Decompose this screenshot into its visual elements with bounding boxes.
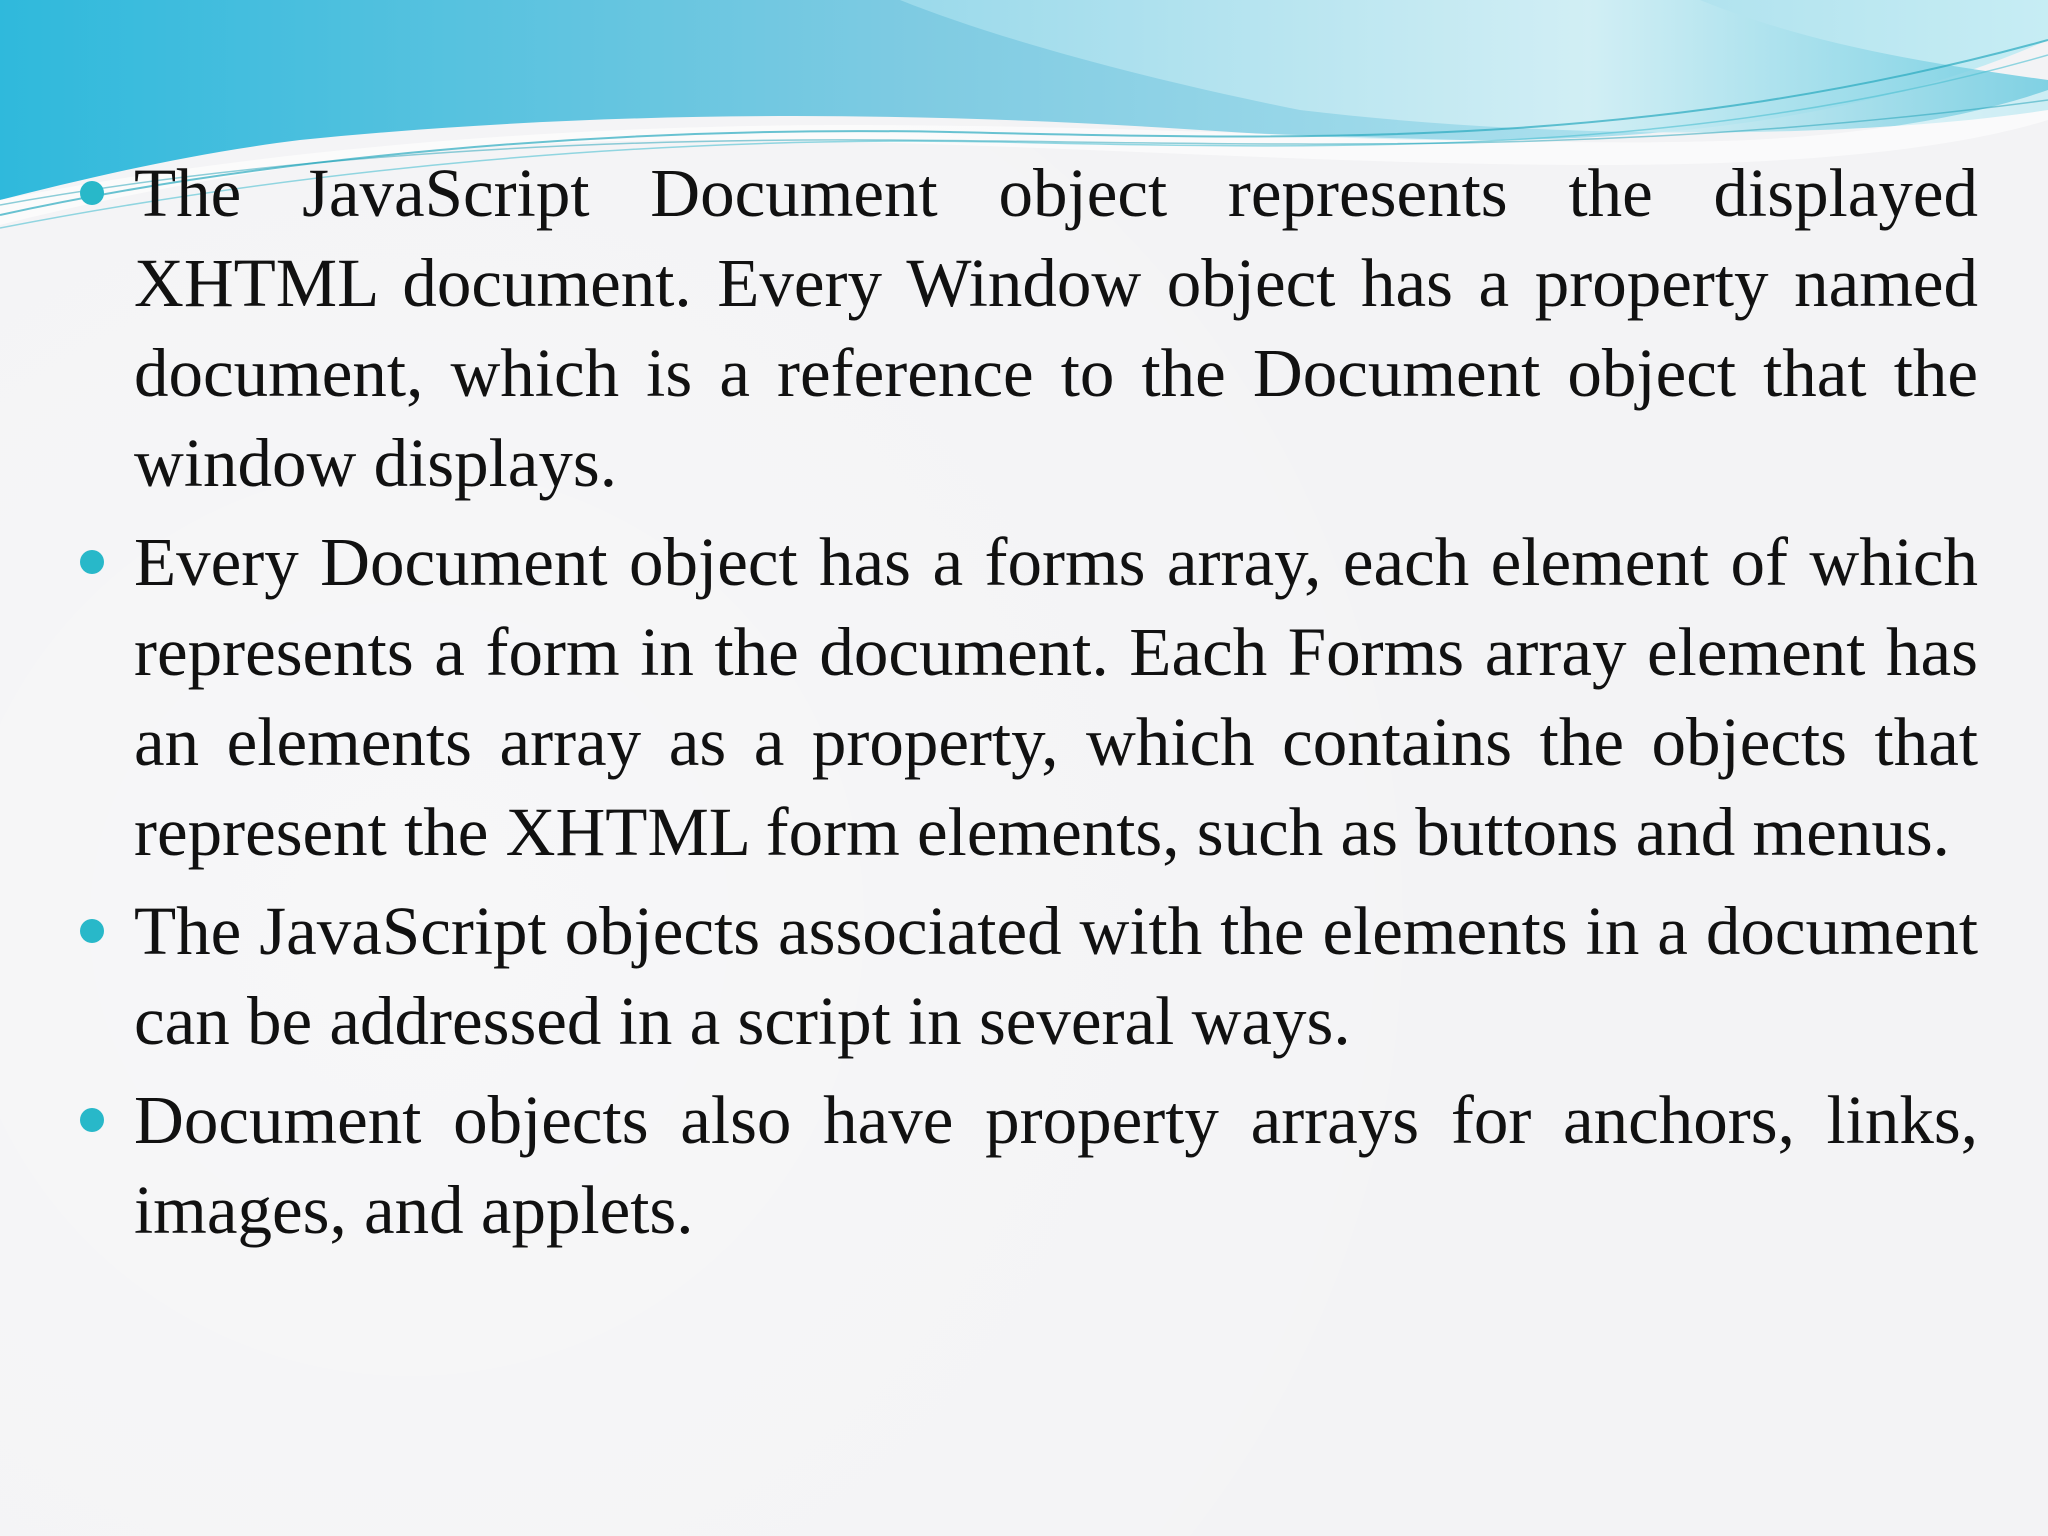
bullet-text: The JavaScript Document object represents the displayed XHTML document. Every Window object has a property named document, which is a reference to the Document object that the window displays. — [134, 155, 1978, 501]
bullet-list — [70, 148, 1978, 1264]
bullet-dot-icon — [80, 181, 104, 205]
bullet-item — [70, 886, 1978, 1066]
bullet-text: Document objects also have property arrays for anchors, links, images, and applets. — [134, 1082, 1978, 1248]
bullet-item — [70, 1075, 1978, 1255]
bullet-dot-icon — [80, 1108, 104, 1132]
bullet-text: The JavaScript objects associated with the elements in a document can be addressed in a script in several ways. — [134, 893, 1978, 1059]
bullet-text: Every Document object has a forms array, each element of which represents a form in the document. Each Forms array element has an elements array as a property, which contains the objects that represent the XHTML form elements, such as buttons and menus. — [134, 524, 1978, 870]
bullet-dot-icon — [80, 919, 104, 943]
bullet-item — [70, 148, 1978, 508]
bullet-dot-icon — [80, 550, 104, 574]
bullet-item — [70, 517, 1978, 877]
